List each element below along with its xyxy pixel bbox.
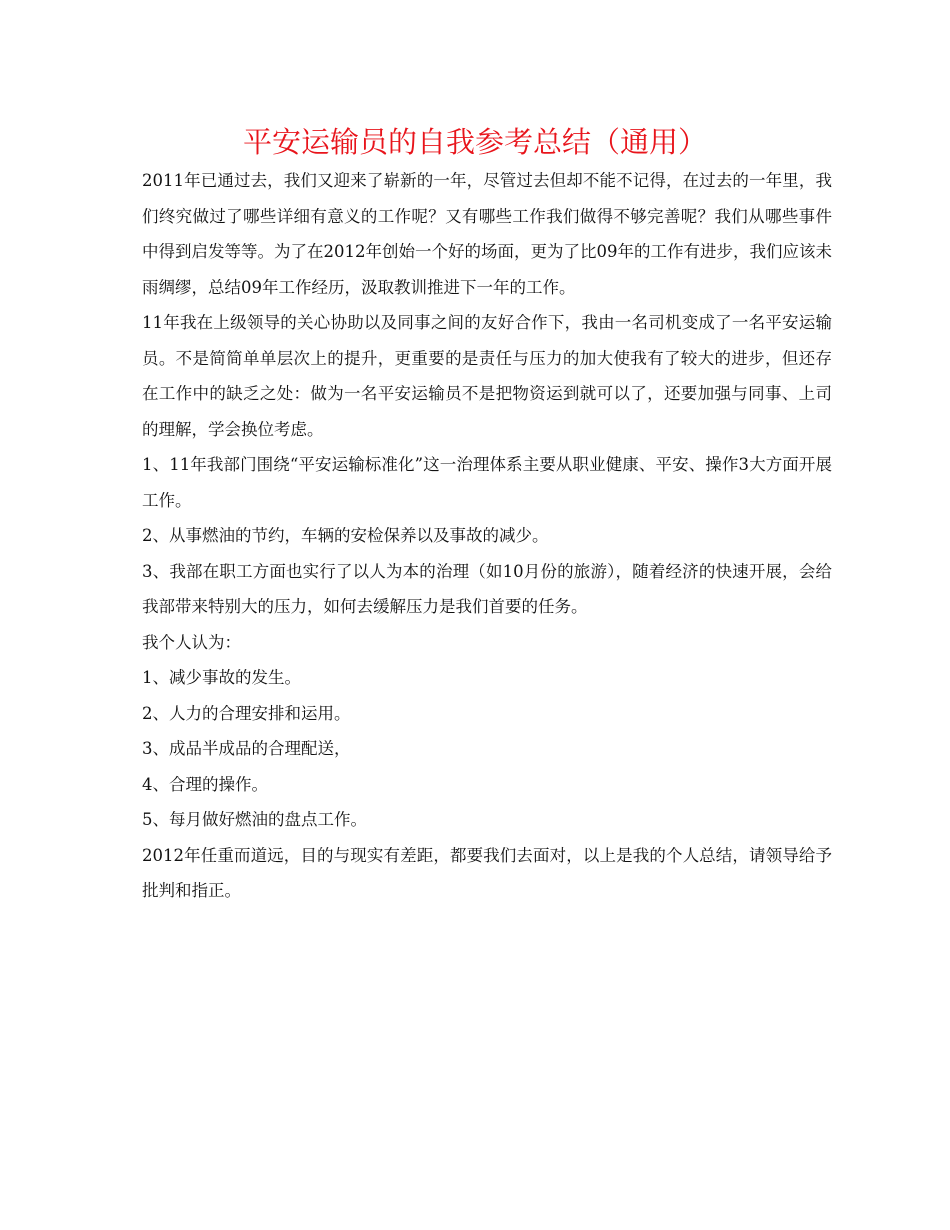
list-item-2: 2、人力的合理安排和运用。: [142, 703, 351, 723]
paragraph-item-3: 3、我部在职工方面也实行了以人为本的治理（如10月份的旅游），随着经济的快速开展，会给我部带来特别大的压力，如何去缓解压力是我们首要的任务。: [142, 561, 832, 616]
document-title: 平安运输员的自我参考总结（通用）: [242, 125, 707, 159]
paragraph-intro: 2011年已通过去，我们又迎来了崭新的一年，尽管过去但却不能不记得，在过去的一年里，我们终究做过了哪些详细有意义的工作呢？又有哪些工作我们做得不够完善呢？我们从哪些事件中得到启发等等。为了在2012年创始一个好的场面，更为了比09年的工作有进步，我们应该未雨绸缪，总结09年工作经历，汲取教训推进下一年的工作。: [142, 171, 832, 297]
list-item-1: 1、减少事故的发生。: [142, 668, 301, 687]
paragraph-item-2: 2、从事燃油的节约，车辆的安检保养以及事故的减少。: [142, 526, 549, 545]
paragraph-conclusion: 2012年任重而道远，目的与现实有差距，都要我们去面对，以上是我的个人总结，请领导给予批判和指正。: [142, 845, 832, 900]
paragraph-personal-view: 我个人认为：: [142, 632, 241, 652]
document-body: [142, 163, 832, 909]
paragraph-promotion: 11年我在上级领导的关心协助以及同事之间的友好合作下，我由一名司机变成了一名平安运输员。不是简简单单层次上的提升，更重要的是责任与压力的加大使我有了较大的进步，但还存在工作中的缺乏之处：做为一名平安运输员不是把物资运到就可以了，还要加强与同事、上司的理解，学会换位考虑。: [142, 313, 832, 439]
list-item-5: 5、每月做好燃油的盘点工作。: [142, 810, 367, 829]
list-item-3: 3、成品半成品的合理配送，: [142, 739, 351, 758]
list-item-4: 4、合理的操作。: [142, 774, 268, 794]
paragraph-item-1: 1、11年我部门围绕“平安运输标准化”这一治理体系主要从职业健康、平安、操作3大方面开展工作。: [142, 455, 832, 510]
